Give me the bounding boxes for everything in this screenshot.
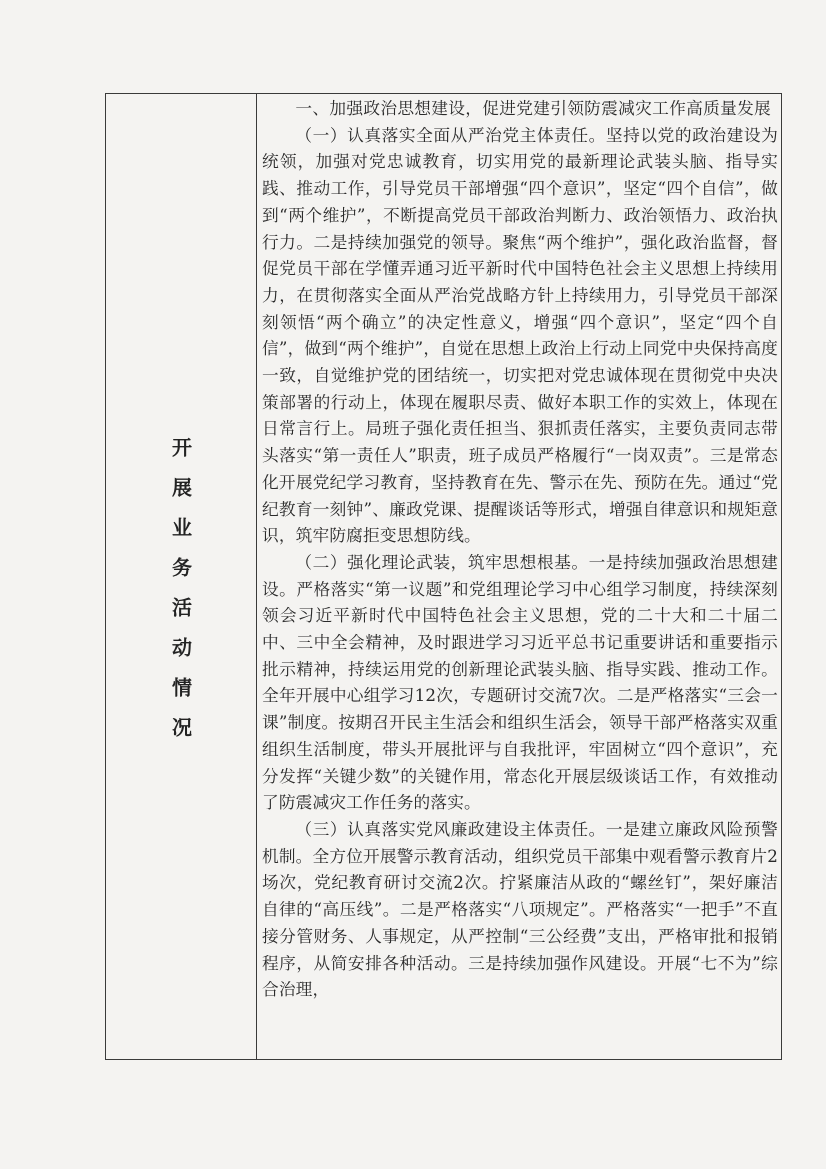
paragraph-3: （三）认真落实党风廉政建设主体责任。一是建立廉政风险预警机制。全方位开展警示教育活动，组织党员干部集中观看警示教育片2场次，党纪教育研讨交流2次。拧紧廉洁从政的“螺丝钉”，架好廉洁自律的“高压线”。二是严格落实“八项规定”。严格落实“一把手”不直接分管财务、人事规定，从严控制“三公经费”支出，严格审批和报销程序，从简安排各种活动。三是持续加强作风建设。开展“七不为”综合治理，: [262, 818, 778, 1000]
content-cell: [262, 95, 778, 1058]
label-cell: [106, 93, 256, 1060]
paragraph-1: （一）认真落实全面从严治党主体责任。坚持以党的政治建设为统领，加强对党忠诚教育，切实用党的最新理论武装头脑、指导实践、推动工作，引导党员干部增强“四个意识”，坚定“四个自信”，做到“两个维护”，不断提高党员干部政治判断力、政治领悟力、政治执行力。二是持续加强党的领导。聚焦“两个维护”，强化政治监督，督促党员干部在学懂弄通习近平新时代中国特色社会主义思想上持续用力，在贯彻落实全面从严治党战略方针上持续用力，引导党员干部深刻领悟“两个确立”的决定性意义，增强“四个意识”，坚定“四个自信”，做到“两个维护”，自觉在思想上政治上行动上同党中央保持高度一致，自觉维护党的团结统一，切实把对党忠诚体现在贯彻党中央决策部署的行动上，体现在履职尽责、做好本职工作的实效上，体现在日常言行上。局班子强化责任担当、狠抓责任落实，主要负责同志带头落实“第一责任人”职责，班子成员严格履行“一岗双责”。三是常态化开展党纪学习教育，坚持教育在先、警示在先、预防在先。通过“党纪教育一刻钟”、廉政党课、提醒谈话等形式，增强自律意识和规矩意识，筑牢防腐拒变思想防线。: [262, 124, 778, 546]
paragraph-2: （二）强化理论武装，筑牢思想根基。一是持续加强政治思想建设。严格落实“第一议题”和党组理论学习中心组学习制度，持续深刻领会习近平新时代中国特色社会主义思想，党的二十大和二十届二中、三中全会精神，及时跟进学习习近平总书记重要讲话和重要指示批示精神，持续运用党的创新理论武装头脑、指导实践、推动工作。全年开展中心组学习12次，专题研讨交流7次。二是严格落实“三会一课”制度。按期召开民主生活会和组织生活会，领导干部严格落实双重组织生活制度，带头开展批评与自我批评，牢固树立“四个意识”，充分发挥“关键少数”的关键作用，常态化开展层级谈话工作，有效推动了防震减灾工作任务的落实。: [262, 551, 778, 813]
row-label: 开展业务活动情况: [168, 436, 193, 757]
section-heading: 一、加强政治思想建设，促进党建引领防震减灾工作高质量发展: [295, 98, 772, 118]
column-divider: [256, 93, 257, 1060]
